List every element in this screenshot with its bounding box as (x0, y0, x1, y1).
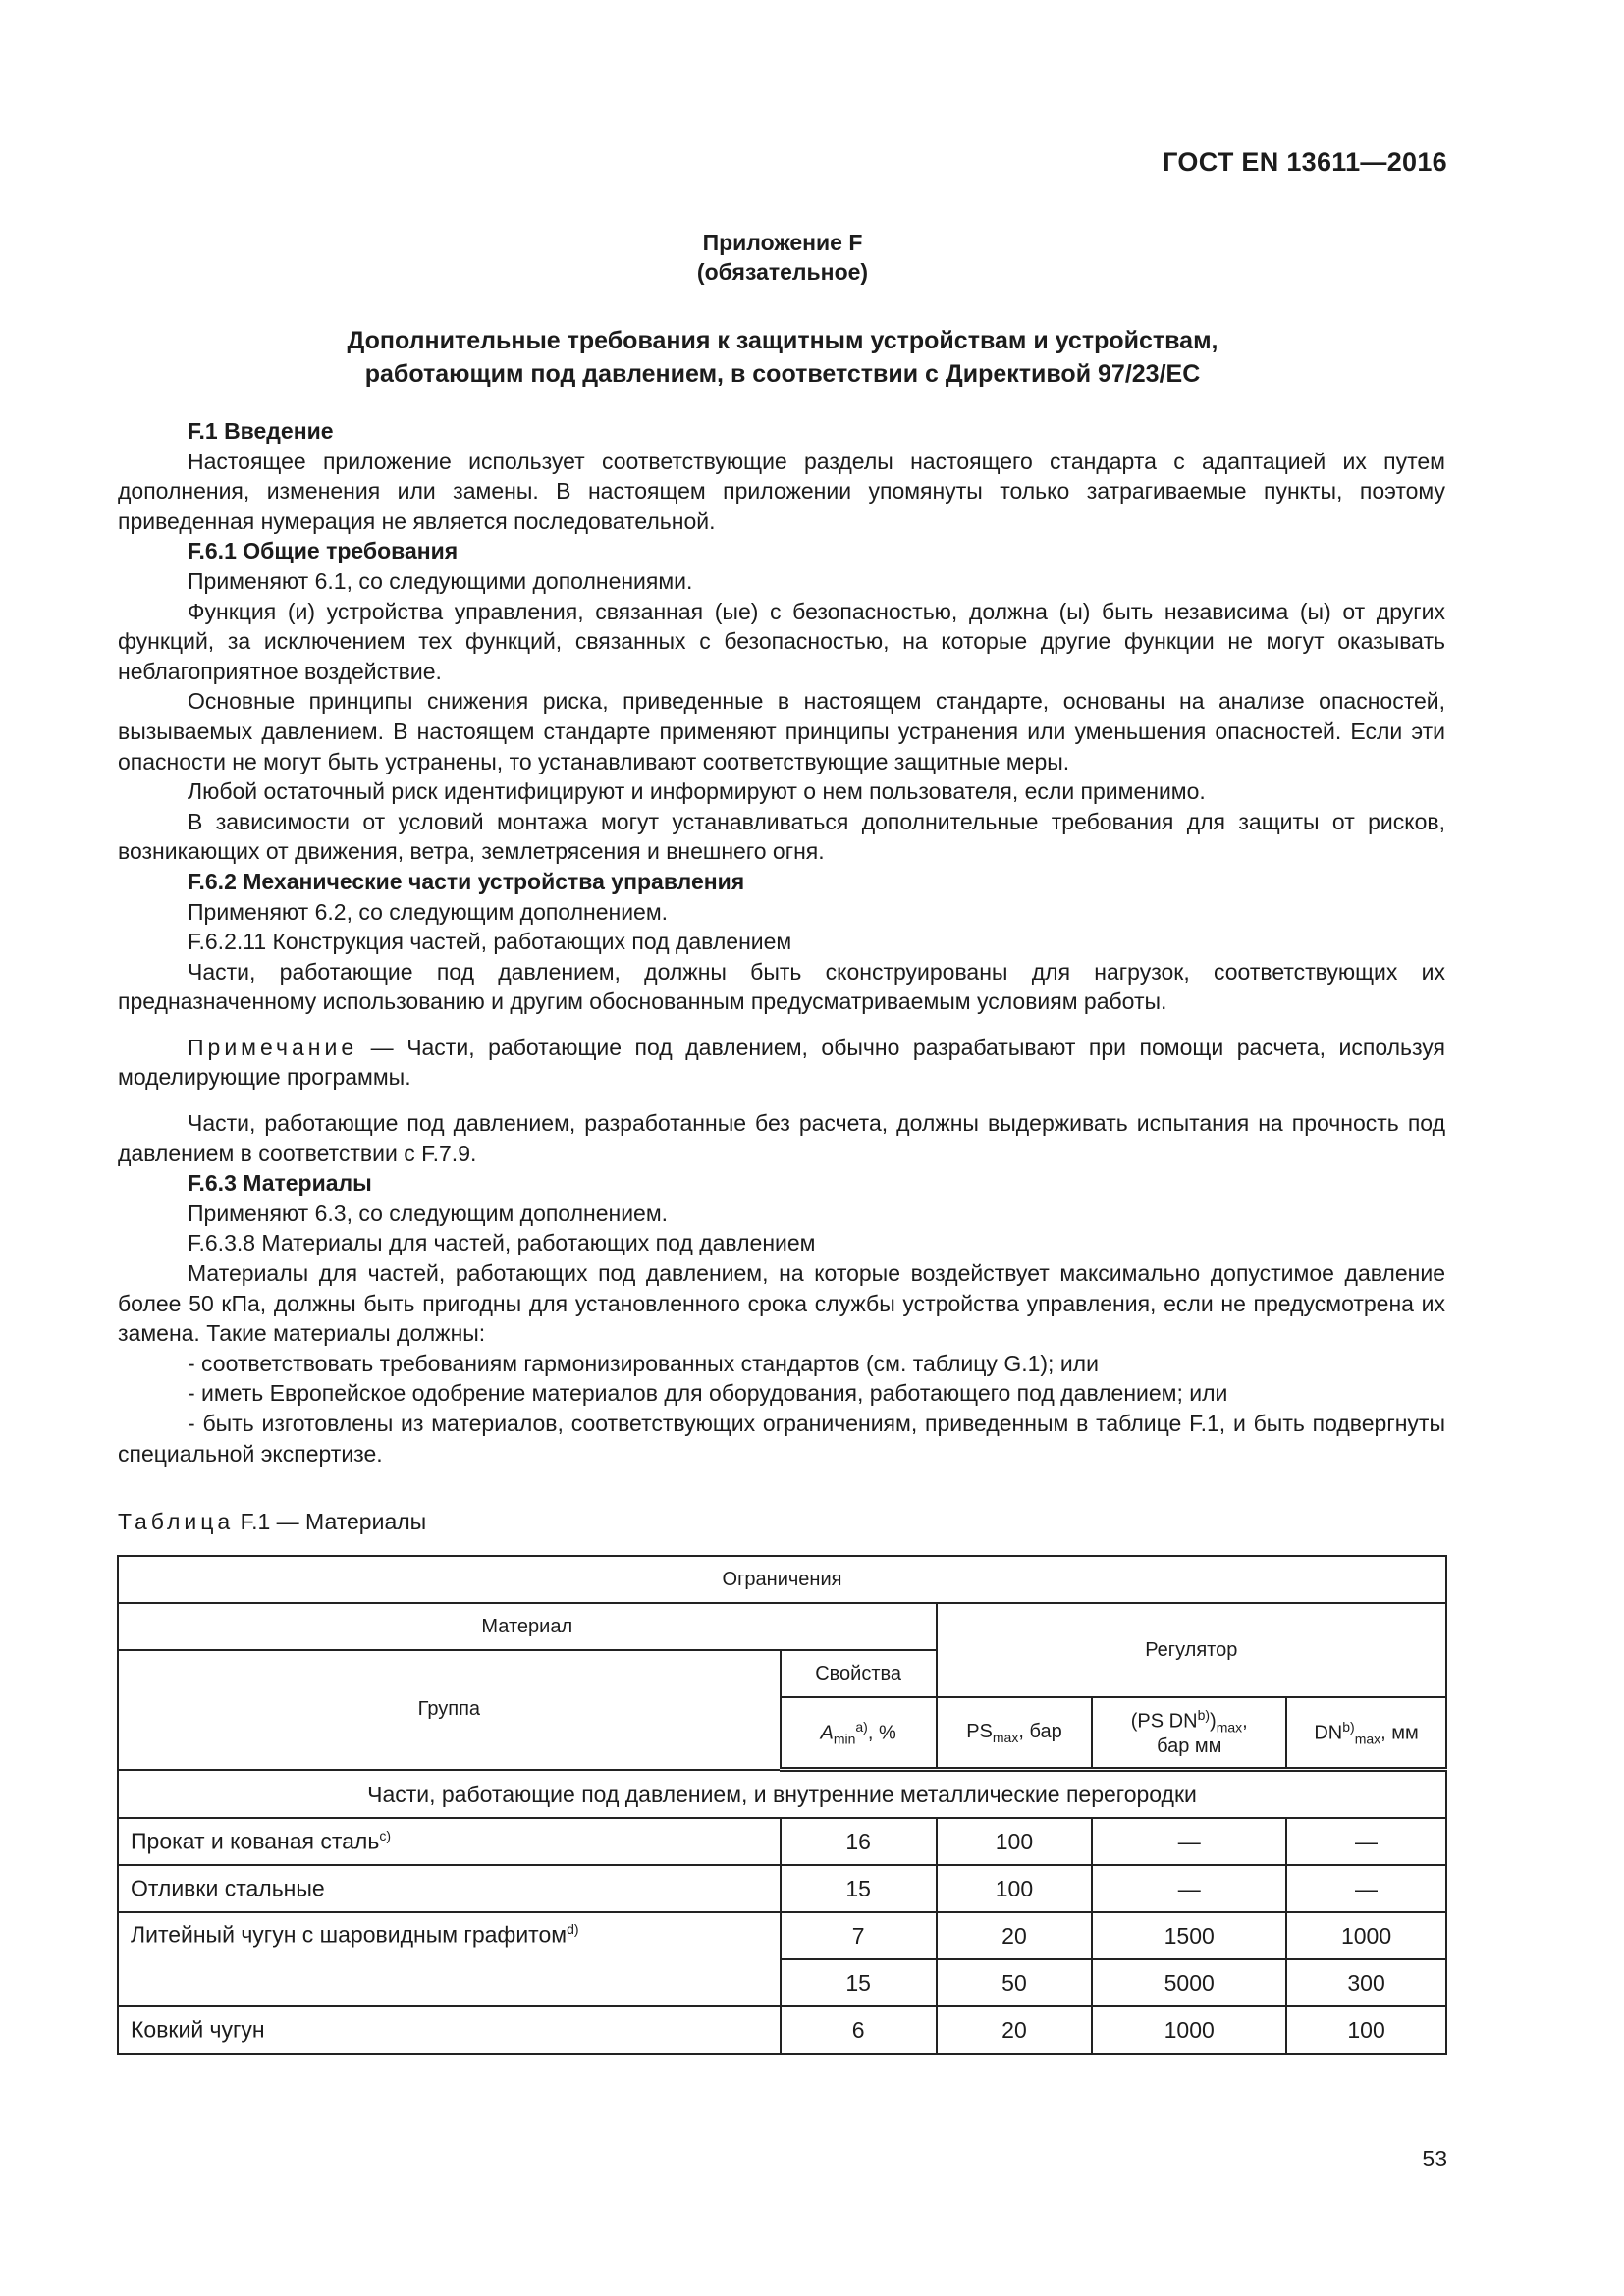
cell-amin: 7 (781, 1912, 937, 1959)
cell-ps: 50 (937, 1959, 1093, 2006)
page-number: 53 (1422, 2146, 1447, 2171)
cell-psdn: — (1092, 1818, 1286, 1865)
cell-group: Литейный чугун с шаровидным графитом$^{d)}$ (118, 1912, 781, 2006)
section-heading-f61: F.6.1 Общие требования (188, 538, 459, 564)
header-regulator: Регулятор (937, 1603, 1446, 1697)
cell-psdn: 1000 (1092, 2006, 1286, 2054)
table-caption-title: F.1 — Материалы (234, 1509, 427, 1534)
note-paragraph (118, 1033, 1445, 1093)
paragraph: Части, работающие под давлением, разработанные без расчета, должны выдерживать испытания на прочность под давлением в соответствии с F.7.9. (118, 1110, 1445, 1166)
table-row (118, 1912, 1446, 1959)
annex-label: Приложение F (702, 230, 863, 255)
paragraph: Применяют 6.2, со следующим дополнением. (188, 898, 669, 925)
paragraph: В зависимости от условий монтажа могут устанавливаться дополнительные требования для защиты от рисков, возникающих от движения, ветра, землетрясения и внешнего огня. (118, 808, 1445, 865)
paragraph: Любой остаточный риск идентифицируют и информируют о нем пользователя, если применимо. (188, 778, 1206, 805)
cell-dn: — (1286, 1865, 1446, 1912)
cell-psdn: — (1092, 1865, 1286, 1912)
section-heading-f1: F.1 Введение (188, 418, 334, 444)
cell-dn: — (1286, 1818, 1446, 1865)
header-dn-max: $DN^{b)}_{max}$, мм (1286, 1697, 1446, 1770)
table-header-row (118, 1556, 1446, 1603)
cell-amin: 6 (781, 2006, 937, 2054)
annex-heading-line-2: работающим под давлением, в соответствии с Директивой 97/23/EC (364, 360, 1201, 388)
note-text: — Части, работающие под давлением, обычно разрабатывают при помощи расчета, используя моделирующие программы. (118, 1034, 1445, 1091)
document-code: ГОСТ EN 13611—2016 (1163, 147, 1447, 177)
annex-heading-line-1: Дополнительные требования к защитным устройствам и устройствам, (347, 327, 1218, 354)
paragraph: Применяют 6.1, со следующими дополнениями. (188, 567, 693, 594)
table-row (118, 1818, 1446, 1865)
table-caption (118, 1509, 426, 1535)
cell-group: Прокат и кованая сталь$^{c)}$ (118, 1818, 781, 1865)
annex-status: (обязательное) (696, 259, 869, 285)
table-section-row (118, 1770, 1446, 1819)
cell-ps: 100 (937, 1818, 1093, 1865)
annex-body (118, 416, 1445, 1468)
paragraph: Основные принципы снижения риска, приведенные в настоящем стандарте, основаны на анализе опасностей, вызываемых давлением. В настоящем стандарте применяют принципы устранения или уменьшения опасностей. Если эти опасности не могут быть устранены, то устанавливают соответствующие защитные меры. (118, 688, 1445, 774)
materials-table (117, 1555, 1447, 2055)
header-amin: $A_{min}^{a)}$, % (781, 1697, 937, 1770)
table-row (118, 2006, 1446, 2054)
note-label: Примечание (188, 1034, 358, 1060)
annex-heading (0, 324, 1565, 391)
annex-title (0, 228, 1565, 287)
section-heading-f63: F.6.3 Материалы (188, 1170, 372, 1197)
paragraph: Части, работающие под давлением, должны быть сконструированы для нагрузок, соответствующих их предназначенному использованию и другим обоснованным предусматриваемым условиям работы. (118, 958, 1445, 1015)
paragraph: Применяют 6.3, со следующим дополнением. (188, 1200, 669, 1226)
list-item: - соответствовать требованиям гармонизированных стандартов (см. таблицу G.1); или (188, 1350, 1099, 1376)
cell-amin: 16 (781, 1818, 937, 1865)
subclause-heading: F.6.3.8 Материалы для частей, работающих под давлением (188, 1230, 816, 1256)
cell-amin: 15 (781, 1959, 937, 2006)
paragraph: Материалы для частей, работающих под давлением, на которые воздействует максимально допустимое давление более 50 кПа, должны быть пригодны для установленного срока службы устройства управления, если не предусмотрена их замена. Такие материалы должны: (118, 1260, 1445, 1347)
cell-dn: 300 (1286, 1959, 1446, 2006)
cell-psdn: 1500 (1092, 1912, 1286, 1959)
header-group: Группа (118, 1650, 781, 1770)
list-item: - иметь Европейское одобрение материалов для оборудования, работающего под давлением; или (188, 1380, 1228, 1407)
paragraph: Функция (и) устройства управления, связанная (ые) с безопасностью, должна (ы) быть независима (ы) от других функций, за исключением тех функций, связанных с безопасностью, на которые другие функции не могут оказывать неблагоприятное воздействие. (118, 598, 1445, 684)
cell-ps: 20 (937, 2006, 1093, 2054)
subclause-heading: F.6.2.11 Конструкция частей, работающих под давлением (188, 929, 792, 955)
paragraph: Настоящее приложение использует соответствующие разделы настоящего стандарта с адаптацией их путем дополнения, изменения или замены. В настоящем приложении упомянуты только затрагиваемые пункты, поэтому приведенная нумерация не является последовательной. (118, 448, 1445, 534)
cell-dn: 100 (1286, 2006, 1446, 2054)
table-header-row (118, 1603, 1446, 1650)
header-material: Материал (118, 1603, 937, 1650)
cell-group: Отливки стальные (118, 1865, 781, 1912)
cell-ps: 100 (937, 1865, 1093, 1912)
list-item: - быть изготовлены из материалов, соответствующих ограничениям, приведенным в таблице F.1, и быть подвергнуты специальной экспертизе. (118, 1411, 1445, 1467)
header-ps-max: $PS_{max}$, бар (937, 1697, 1093, 1770)
header-ps-dn-max: (PS $DN^{b)})_{max}$, бар мм (1092, 1697, 1286, 1770)
table-caption-word: Таблица (118, 1509, 235, 1534)
cell-dn: 1000 (1286, 1912, 1446, 1959)
cell-amin: 15 (781, 1865, 937, 1912)
cell-group: Ковкий чугун (118, 2006, 781, 2054)
section-heading-f62: F.6.2 Механические части устройства управления (188, 868, 745, 894)
header-limits: Ограничения (118, 1556, 1446, 1603)
cell-psdn: 5000 (1092, 1959, 1286, 2006)
cell-ps: 20 (937, 1912, 1093, 1959)
header-properties: Свойства (781, 1650, 937, 1697)
section-row-label: Части, работающие под давлением, и внутренние металлические перегородки (118, 1770, 1446, 1819)
table-row (118, 1865, 1446, 1912)
